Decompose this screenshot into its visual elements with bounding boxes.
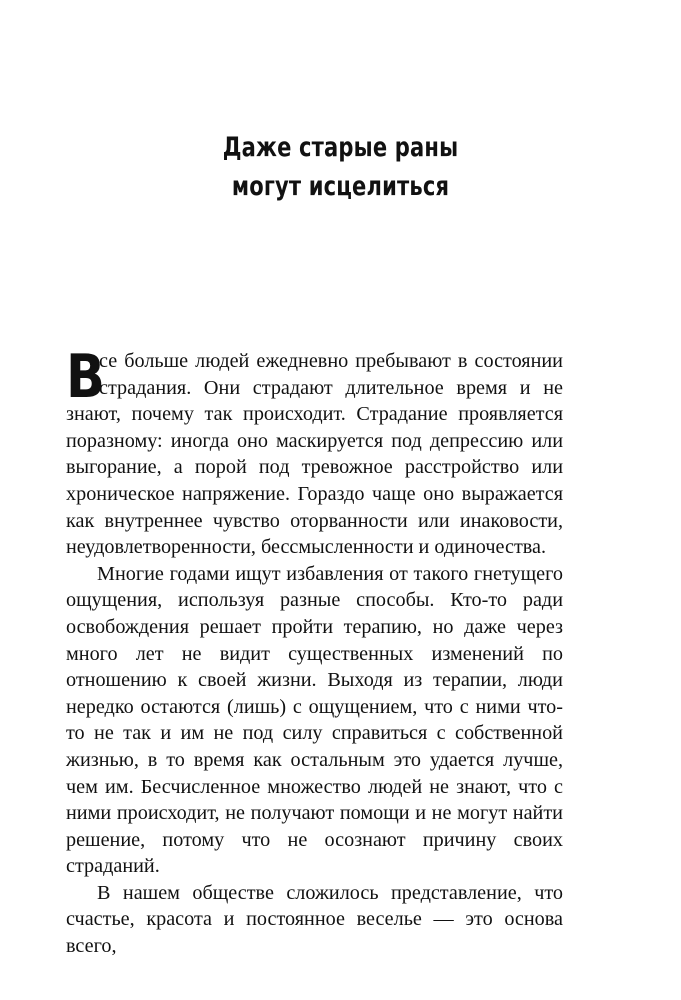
paragraph-3: В нашем обществе сложилось представление, что счастье, красота и постоянное веселье — это основа всего, (66, 881, 563, 958)
paragraph-1 (66, 342, 563, 561)
chapter-title (75, 128, 606, 206)
paragraph-2: Многие годами ищут избавления от такого гнетущего ощущения, используя разные способы. Кто-то ради освобождения решает пройти терапию, но даже через много лет не видит существенных изменений по отношению к своей жизни. Выходя из терапии, люди нередко остаются (лишь) с ощущением, что с ними что-то не так и им не под силу справиться с собственной жизнью, в то время как остальным это удается лучше, чем им. Бесчисленное множество людей не знают, что с ними происходит, не получают помощи и не могут найти решение, потому что не осознают причину своих страданий. (66, 562, 563, 878)
chapter-title-line-2: могут исцелиться (231, 171, 450, 202)
body-text (66, 342, 563, 960)
drop-cap: В (66, 342, 105, 412)
paragraph-1-text: се больше людей ежедневно пребывают в состоянии страдания. Они страдают длительное время и не знают, почему так происходит. Страдание проявляется поразному: иногда оно маскируется под депрессию или выгорание, а порой под тревожное расстройство или хроническое напряжение. Гораздо чаще оно выражается как внутреннее чувство оторванности или инаковости, неудовлетворенности, бессмысленности и одиночества. (66, 350, 563, 559)
chapter-title-line-1: Даже старые раны (222, 132, 459, 163)
